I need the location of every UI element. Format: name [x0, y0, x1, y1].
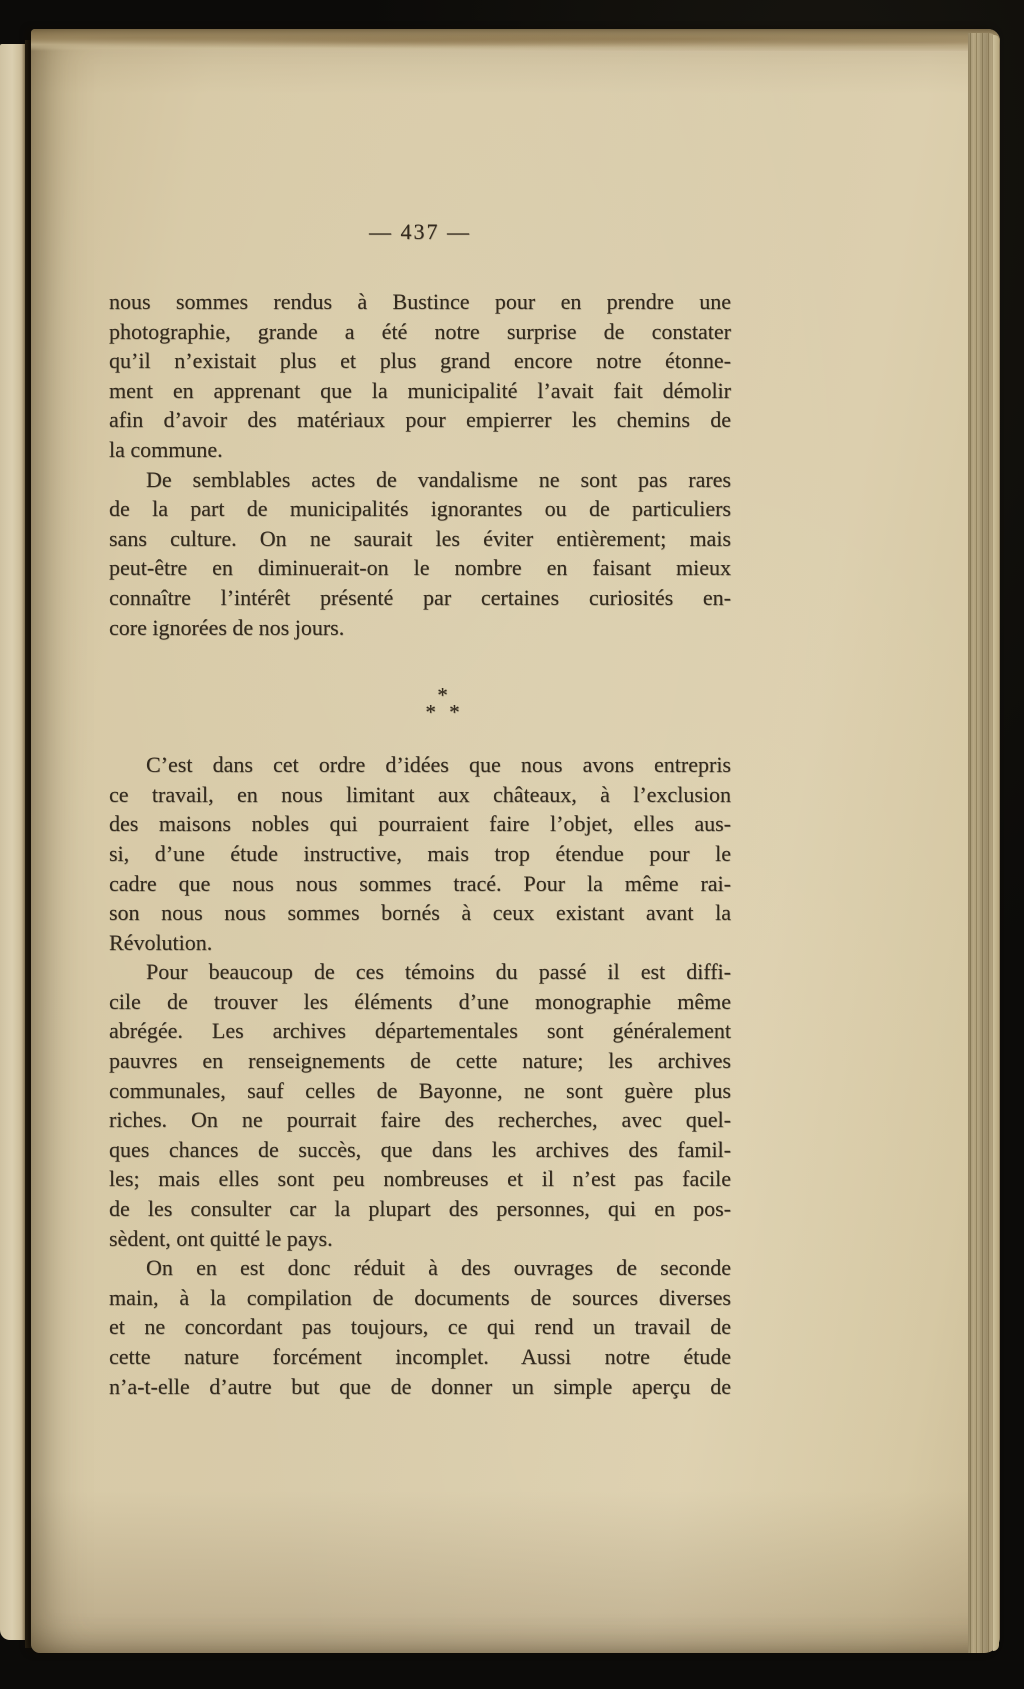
text-line: Pour beaucoup de ces témoins du passé il est diffi-: [146, 959, 731, 985]
text-line: nous sommes rendus à Bustince pour en prendre une: [109, 289, 731, 314]
text-line: photographie, grande a été notre surprise de constater: [109, 318, 731, 344]
text-line: connaître l’intérêt présenté par certaines curiosités en-: [109, 584, 731, 610]
text-line: abrégée. Les archives départementales sont généralement: [109, 1018, 731, 1044]
text-line: Révolution.: [109, 929, 213, 955]
text-line: cadre que nous nous sommes tracé. Pour la même rai-: [109, 870, 731, 896]
paragraph-2: [109, 465, 731, 643]
page-edge-lip: [993, 35, 999, 1651]
text-line: n’a-t-elle d’autre but que de donner un simple aperçu de: [109, 1373, 731, 1399]
paragraph-1: [109, 287, 731, 465]
text-line: sèdent, ont quitté le pays.: [109, 1225, 333, 1251]
text-line: son nous nous sommes bornés à ceux existant avant la: [109, 900, 731, 926]
text-line: C’est dans cet ordre d’idées que nous avons entrepris: [146, 752, 731, 778]
page-number: — 437 —: [369, 219, 471, 244]
text-line: main, à la compilation de documents de sources diverses: [109, 1284, 731, 1310]
text-line: communales, sauf celles de Bayonne, ne sont guère plus: [109, 1077, 731, 1103]
text-line: core ignorées de nos jours.: [109, 614, 345, 640]
asterisk: *: [437, 683, 449, 708]
text-line: peut-être en diminuerait-on le nombre en faisant mieux: [109, 555, 731, 581]
text-line: de la part de municipalités ignorantes ou de particuliers: [109, 496, 731, 522]
text-line: cile de trouver les éléments d’une monographie même: [109, 988, 731, 1014]
text-line: riches. On ne pourrait faire des recherches, avec quel-: [109, 1107, 731, 1133]
text-line: les; mais elles sont peu nombreuses et il n’est pas facile: [109, 1166, 731, 1192]
text-line: qu’il n’existait plus et plus grand encore notre étonne-: [109, 348, 731, 374]
text-line: De semblables actes de vandalisme ne sont pas rares: [146, 466, 731, 492]
text-line: pauvres en renseignements de cette nature; les archives: [109, 1048, 731, 1074]
text-line: cette nature forcément incomplet. Aussi notre étude: [109, 1344, 731, 1369]
asterisk-pair: * *: [425, 700, 461, 725]
paragraph-5: [109, 1253, 731, 1401]
text-line: si, d’une étude instructive, mais trop étendue pour le: [109, 840, 731, 866]
text-line: ques chances de succès, que dans les archives des famil-: [109, 1136, 731, 1162]
text-line: On en est donc réduit à des ouvrages de seconde: [146, 1255, 731, 1281]
text-line: afin d’avoir des matériaux pour empierrer les chemins de: [109, 407, 731, 433]
text-line: sans culture. On ne saurait les éviter entièrement; mais: [109, 525, 731, 551]
book-page: [31, 29, 1000, 1653]
paragraph-3: [109, 750, 731, 957]
text-line: ce travail, en nous limitant aux châteaux, à l’exclusion: [109, 781, 731, 807]
section-separator: [109, 683, 731, 725]
text-line: de les consulter car la plupart des personnes, qui en pos-: [109, 1196, 731, 1222]
text-line: et ne concordant pas toujours, ce qui rend un travail de: [109, 1314, 731, 1340]
page-text: [109, 29, 731, 1401]
text-line: la commune.: [109, 436, 223, 462]
paragraph-4: [109, 957, 731, 1253]
text-line: ment en apprenant que la municipalité l’avait fait démolir: [109, 377, 731, 403]
facing-page-edge: [0, 44, 27, 1640]
text-line: des maisons nobles qui pourraient faire l’objet, elles aus-: [109, 811, 731, 837]
